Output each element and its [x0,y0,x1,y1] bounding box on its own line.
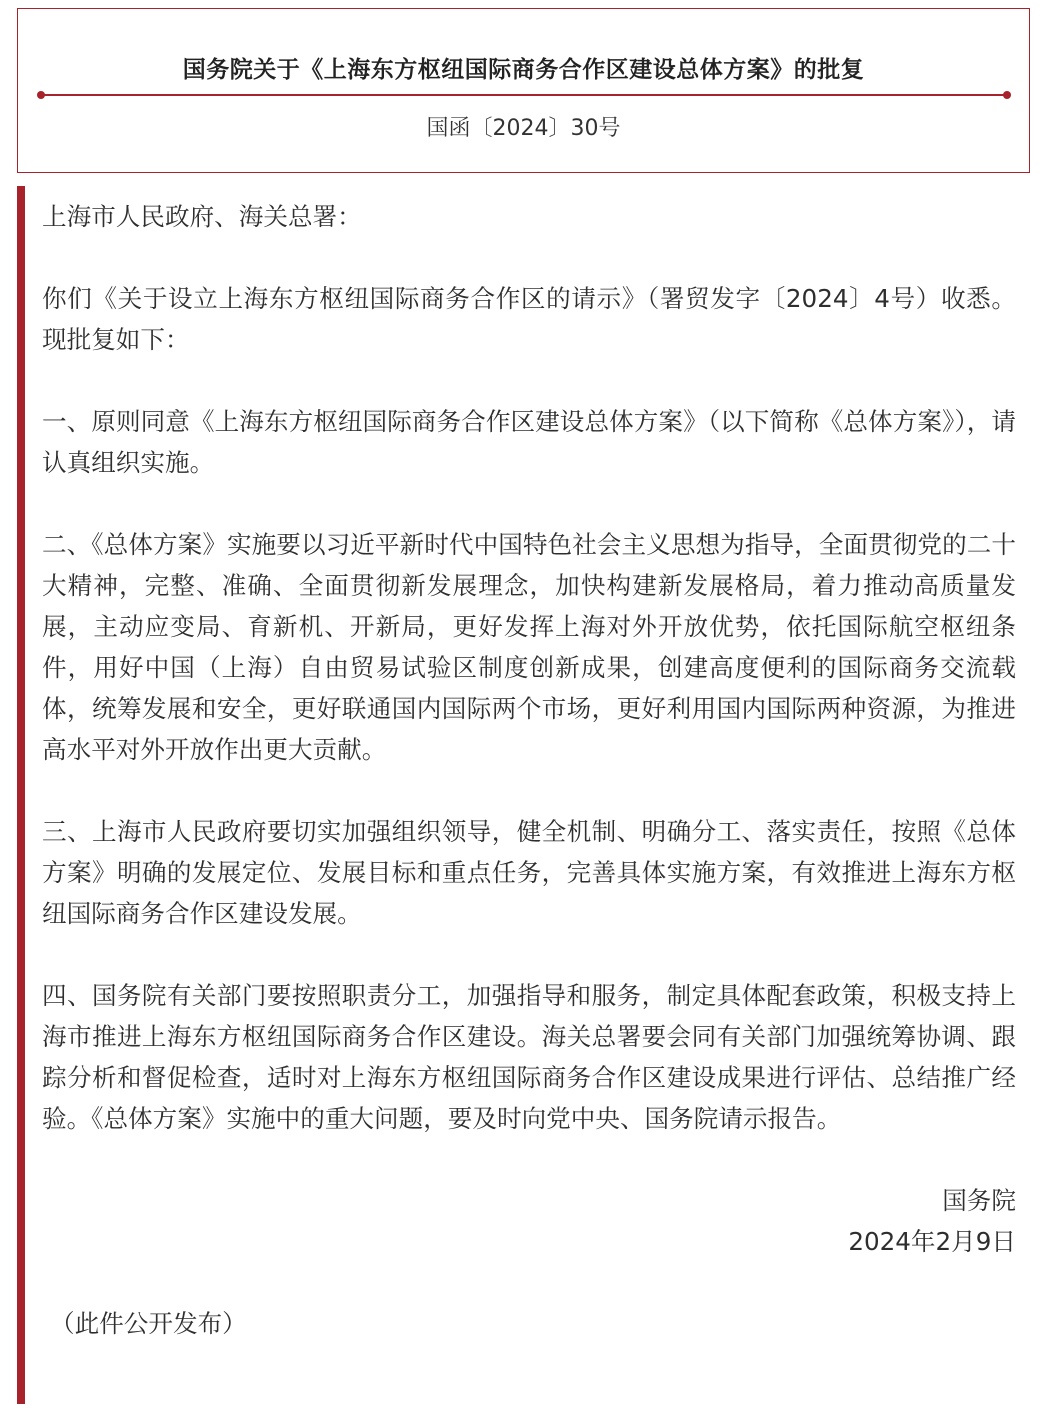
paragraph-three: 三、上海市人民政府要切实加强组织领导，健全机制、明确分工、落实责任，按照《总体方案》明确的发展定位、发展目标和重点任务，完善具体实施方案，有效推进上海东方枢纽国际商务合作区建设发展。 [42,817,1016,928]
document-title: 国务院关于《上海东方枢纽国际商务合作区建设总体方案》的批复 [182,57,865,83]
signature-block [42,1180,1016,1262]
paragraph-two: 二、《总体方案》实施要以习近平新时代中国特色社会主义思想为指导，全面贯彻党的二十大精神，完整、准确、全面贯彻新发展理念，加快构建新发展格局，着力推动高质量发展，主动应变局、育新机、开新局，更好发挥上海对外开放优势，依托国际航空枢纽条件，用好中国（上海）自由贸易试验区制度创新成果，创建高度便利的国际商务交流载体，统筹发展和安全，更好联通国内国际两个市场，更好利用国内国际两种资源，为推进高水平对外开放作出更大贡献。 [42,530,1016,764]
document-body [17,186,1030,1404]
addressee: 上海市人民政府、海关总署： [42,202,362,231]
paragraph-four: 四、国务院有关部门要按照职责分工，加强指导和服务，制定具体配套政策，积极支持上海市推进上海东方枢纽国际商务合作区建设。海关总署要会同有关部门加强统筹协调、跟踪分析和督促检查，适时对上海东方枢纽国际商务合作区建设成果进行评估、总结推广经验。《总体方案》实施中的重大问题，要及时向党中央、国务院请示报告。 [42,981,1016,1133]
release-note: （此件公开发布） [50,1309,247,1338]
title-divider [41,94,1007,96]
document-number: 国函〔2024〕30号 [426,116,621,141]
document-header [17,8,1030,173]
paragraph-one: 一、原则同意《上海东方枢纽国际商务合作区建设总体方案》（以下简称《总体方案》），请认真组织实施。 [42,407,1016,477]
paragraph-intro: 你们《关于设立上海东方枢纽国际商务合作区的请示》（署贸发字〔2024〕4号）收悉。现批复如下： [42,284,1016,354]
divider-dot-left [37,91,45,99]
signature-date: 2024年2月9日 [848,1227,1016,1256]
divider-dot-right [1003,91,1011,99]
signature: 国务院 [942,1186,1016,1215]
